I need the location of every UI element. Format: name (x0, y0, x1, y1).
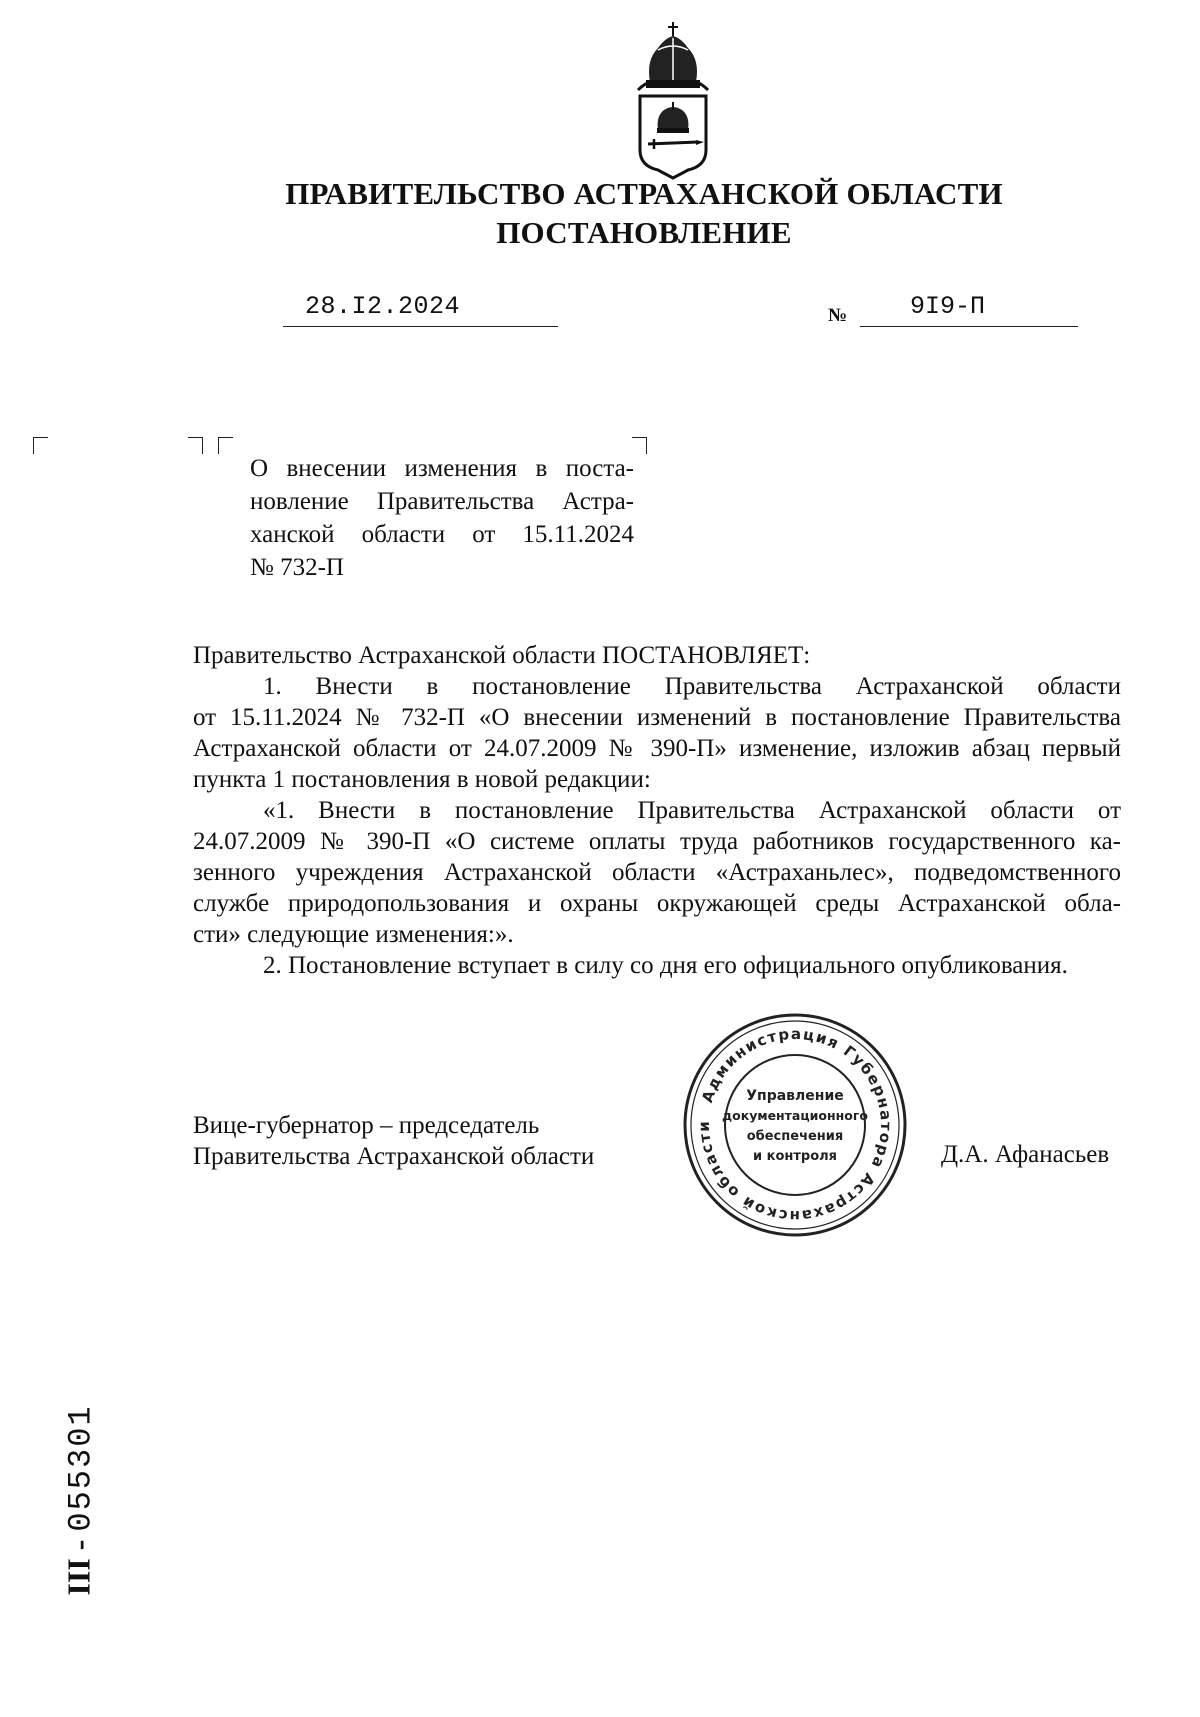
item-1-line: пункта 1 постановления в новой редакции: (193, 766, 651, 793)
item-1-line: от 15.11.2024 № 732-П «О внесении изменений в постановление Правительства (193, 704, 1121, 731)
seal-inner-line: Управление (746, 1088, 844, 1104)
corner-mark (218, 437, 233, 454)
serial-prefix: III - (60, 1539, 97, 1596)
number-label: № (828, 305, 848, 326)
position-line: Правительства Астраханской области (193, 1143, 595, 1170)
seal-inner-line: документационного (722, 1108, 868, 1123)
item-2-line: 2. Постановление вступает в силу со дня его официального опубликования. (263, 952, 1068, 979)
official-seal (680, 1010, 910, 1240)
item-1-line: 1. Внести в постановление Правительства Астраханской области (263, 673, 1121, 700)
subject-line: О внесении изменения в поста- (250, 455, 634, 482)
item-1-line: Астраханской области от 24.07.2009 № 390-П» изменение, изложив абзац первый (193, 735, 1121, 762)
document-number: 9I9-П (910, 292, 986, 321)
document-date: 28.I2.2024 (305, 292, 461, 321)
quoted-text-line: зенного учреждения Астраханской области «Астраханьлес», подведомственного (193, 859, 1121, 886)
form-serial-number (61, 1404, 100, 1595)
date-field (283, 292, 558, 327)
corner-mark (33, 437, 48, 454)
subject-line: № 732-П (250, 554, 344, 581)
resolution-body (193, 640, 1121, 981)
document-type: ПОСТАНОВЛЕНИЕ (496, 215, 792, 250)
signatory-position (193, 1110, 594, 1172)
subject-line: ханской области от 15.11.2024 (250, 521, 634, 548)
number-field (860, 292, 1078, 327)
quoted-text-line: 24.07.2009 № 390-П «О системе оплаты труда работников государственного ка- (193, 828, 1121, 855)
position-line: Вице-губернатор – председатель (193, 1112, 540, 1139)
quoted-text-line: сти» следующие изменения:». (193, 921, 514, 948)
seal-inner-line: и контроля (752, 1149, 838, 1164)
corner-mark (632, 437, 647, 454)
seal-inner-line: обеспечения (746, 1129, 844, 1144)
signatory-name: Д.А. Афанасьев (941, 1141, 1110, 1168)
preamble: Правительство Астраханской области ПОСТАНОВЛЯЕТ: (193, 642, 811, 669)
organization-title: ПРАВИТЕЛЬСТВО АСТРАХАНСКОЙ ОБЛАСТИ (285, 176, 1003, 211)
quoted-text-line: службе природопользования и охраны окружающей среды Астраханской обла- (193, 890, 1121, 917)
seal-outer-text: Администрация Губернатора Астраханской области (694, 1024, 896, 1226)
serial-number: 055301 (62, 1404, 100, 1532)
subject-line: новление Правительства Астра- (250, 488, 634, 515)
corner-mark (188, 437, 203, 454)
document-subject (250, 452, 634, 584)
quoted-text-line: «1. Внести в постановление Правительства Астраханской области от (263, 797, 1121, 824)
coat-of-arms-icon (632, 20, 714, 180)
